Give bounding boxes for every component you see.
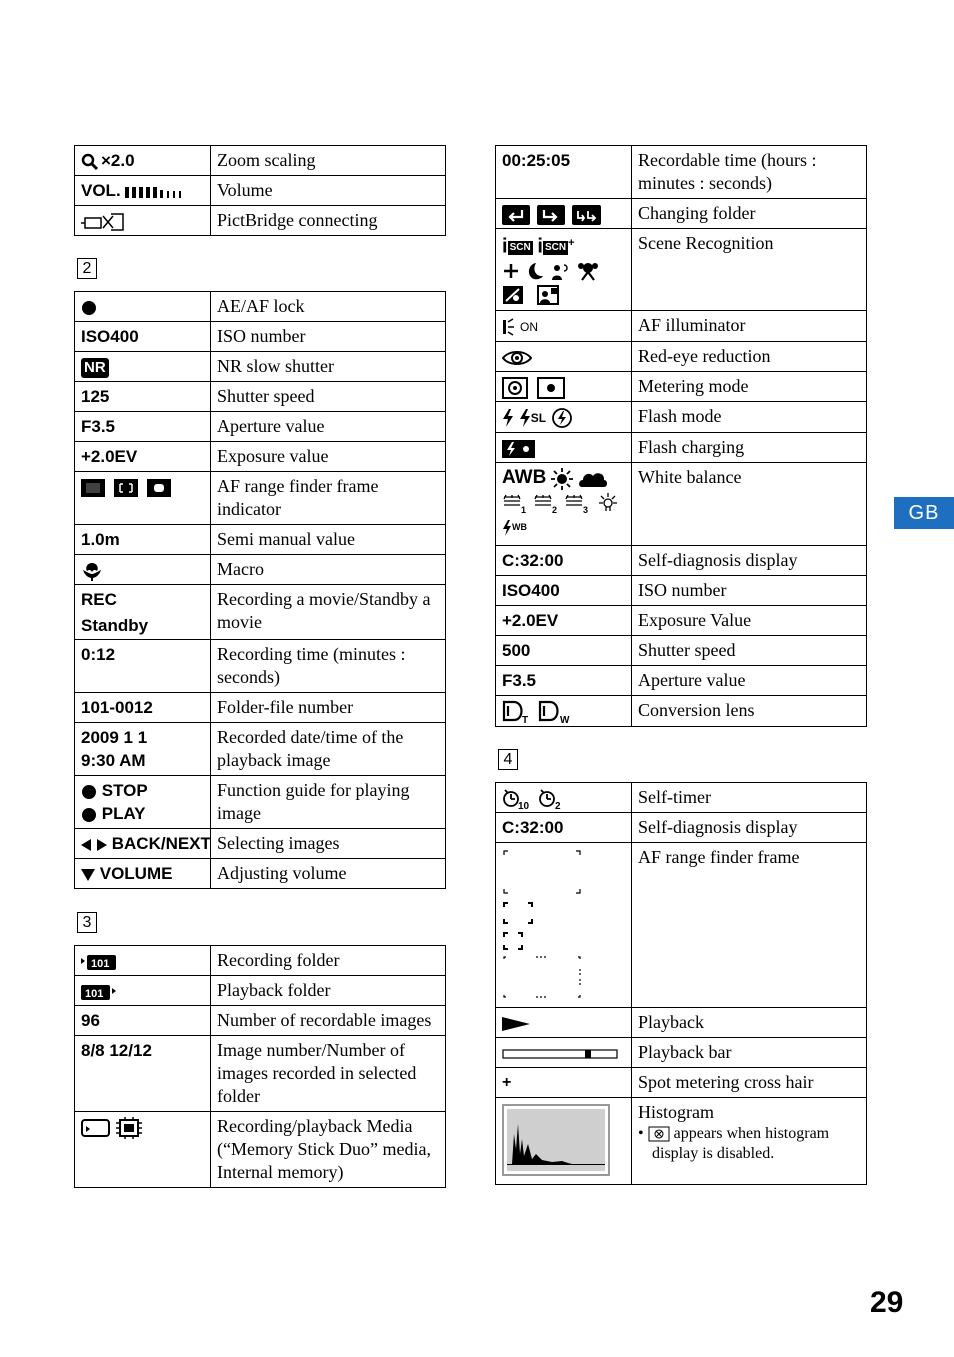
row-description: Red-eye reduction xyxy=(632,342,867,372)
table-row xyxy=(75,640,446,693)
row-description: Folder-file number xyxy=(211,693,446,723)
row-symbol: 00:25:05 xyxy=(496,146,632,199)
table-row xyxy=(496,311,867,342)
row-symbol: 96 xyxy=(75,1006,211,1036)
row-description: Flash charging xyxy=(632,433,867,463)
row-description: Self-timer xyxy=(632,783,867,813)
row-description: Changing folder xyxy=(632,199,867,229)
table-row xyxy=(75,776,446,829)
play-label: PLAY xyxy=(101,804,146,823)
table-row xyxy=(496,546,867,576)
playback-folder-icon xyxy=(81,983,117,1001)
row-description: Recording folder xyxy=(211,946,446,976)
table-row xyxy=(496,433,867,463)
flash-wb-icon xyxy=(502,519,532,537)
row-description: Function guide for playing image xyxy=(211,776,446,829)
row-description: Playback xyxy=(632,1008,867,1038)
row-description: Recording a movie/Standby a movie xyxy=(211,585,446,640)
pictbridge-icon xyxy=(81,212,125,232)
time-label: 9:30 AM xyxy=(81,751,146,770)
table-row xyxy=(75,322,446,352)
row-symbol: C:32:00 xyxy=(496,813,632,843)
row-description: Aperture value xyxy=(632,666,867,696)
zoom-value: ×2.0 xyxy=(101,151,135,170)
table-row xyxy=(496,696,867,727)
table-row xyxy=(496,666,867,696)
table-row xyxy=(75,472,446,525)
table-row xyxy=(75,292,446,322)
table-row xyxy=(496,1098,867,1185)
row-symbol: ISO400 xyxy=(75,322,211,352)
magnifier-icon xyxy=(81,153,101,171)
row-symbol: 8/8 12/12 xyxy=(75,1036,211,1112)
table-row xyxy=(496,606,867,636)
table-row xyxy=(496,463,867,546)
histogram-note-text: appears when histogram display is disabled. xyxy=(652,1125,830,1162)
section-number-2: 2 xyxy=(77,258,97,279)
table-row xyxy=(496,146,867,199)
table-row xyxy=(496,199,867,229)
row-description: Recording time (minutes : seconds) xyxy=(211,640,446,693)
svg-text:W: W xyxy=(560,714,570,724)
flash-charging-icon xyxy=(502,439,536,459)
table-row xyxy=(75,946,446,976)
row-symbol: +2.0EV xyxy=(496,606,632,636)
row-description: NR slow shutter xyxy=(211,352,446,382)
fluorescent-icons xyxy=(502,493,622,515)
down-triangle-icon xyxy=(81,869,95,881)
table-row xyxy=(496,636,867,666)
row-description: Macro xyxy=(211,555,446,585)
rec-label: REC xyxy=(81,590,117,609)
row-description: Adjusting volume xyxy=(211,859,446,889)
scn-badge: SCN xyxy=(509,242,531,254)
row-description: Histogram xyxy=(638,1102,714,1122)
playback-bar-icon xyxy=(502,1048,618,1060)
row-description: Number of recordable images xyxy=(211,1006,446,1036)
right-column xyxy=(495,145,867,727)
memory-stick-icon xyxy=(81,1118,111,1138)
row-description: Semi manual value xyxy=(211,525,446,555)
iscn-plus-icon: i xyxy=(537,235,543,258)
macro-flower-icon xyxy=(81,560,103,582)
row-description: ISO number xyxy=(211,322,446,352)
red-eye-icon xyxy=(502,349,532,367)
histogram-off-icon xyxy=(648,1126,670,1142)
table-row xyxy=(75,146,446,176)
iscn-icon: i xyxy=(502,235,508,258)
row-description: Scene Recognition xyxy=(632,229,867,311)
table-row xyxy=(75,412,446,442)
volume-control-label: VOLUME xyxy=(99,864,173,883)
table-row xyxy=(496,843,867,1008)
row-description: AE/AF lock xyxy=(211,292,446,322)
table-row xyxy=(75,1036,446,1112)
row-symbol: C:32:00 xyxy=(496,546,632,576)
flash-off-icon xyxy=(551,407,573,429)
row-symbol: F3.5 xyxy=(496,666,632,696)
table-row xyxy=(75,352,446,382)
svg-text:10: 10 xyxy=(518,800,530,810)
row-description: Playback bar xyxy=(632,1038,867,1068)
table-row xyxy=(496,1068,867,1098)
stop-label: STOP xyxy=(101,781,148,800)
section-2 xyxy=(74,291,446,889)
flash-slow-sync-icon xyxy=(519,409,531,427)
row-symbol: 0:12 xyxy=(75,640,211,693)
row-symbol: F3.5 xyxy=(75,412,211,442)
svg-text:101: 101 xyxy=(91,957,110,970)
table-row xyxy=(75,1006,446,1036)
scene-icons xyxy=(502,260,606,282)
language-tab: GB xyxy=(894,497,954,529)
flash-icon xyxy=(502,409,514,427)
section-4 xyxy=(495,782,867,1185)
af-on-label: ON xyxy=(520,320,538,334)
row-description: PictBridge connecting xyxy=(211,206,446,236)
row-description: Shutter speed xyxy=(632,636,867,666)
page-number: 29 xyxy=(870,1286,904,1319)
row-description: ISO number xyxy=(632,576,867,606)
svg-text:2: 2 xyxy=(552,505,558,516)
section-number-3: 3 xyxy=(77,912,97,933)
histogram-icon xyxy=(502,1104,610,1176)
row-symbol: 101-0012 xyxy=(75,693,211,723)
row-description: Self-diagnosis display xyxy=(632,546,867,576)
left-column xyxy=(74,145,446,236)
table-row xyxy=(496,372,867,402)
af-illuminator-icon xyxy=(502,318,520,336)
svg-text:T: T xyxy=(522,714,529,724)
table-row xyxy=(75,976,446,1006)
awb-label: AWB xyxy=(502,467,547,488)
row-description: Flash mode xyxy=(632,402,867,433)
row-symbol: +2.0EV xyxy=(75,442,211,472)
table-right-top xyxy=(495,145,867,727)
row-symbol: 1.0m xyxy=(75,525,211,555)
row-symbol: ISO400 xyxy=(496,576,632,606)
recording-folder-icon xyxy=(81,953,117,971)
svg-text:3: 3 xyxy=(583,505,589,516)
row-description: Recordable time (hours : minutes : seconds) xyxy=(632,146,867,199)
row-description: Self-diagnosis display xyxy=(632,813,867,843)
metering-mode-icons xyxy=(502,377,566,399)
table-section-2 xyxy=(74,291,446,889)
ae-af-lock-dot-icon xyxy=(81,300,97,316)
row-description: Recorded date/time of the playback image xyxy=(211,723,446,776)
row-description: Aperture value xyxy=(211,412,446,442)
row-description: Conversion lens xyxy=(632,696,867,727)
table-row xyxy=(75,585,446,640)
cloud-icon xyxy=(578,469,608,489)
row-description: Playback folder xyxy=(211,976,446,1006)
playback-triangle-icon xyxy=(502,1017,530,1031)
table-row xyxy=(496,1038,867,1068)
table-row xyxy=(496,1008,867,1038)
spot-metering-cross-icon: + xyxy=(496,1068,632,1098)
table-row xyxy=(75,555,446,585)
table-row xyxy=(496,576,867,606)
svg-text:WB: WB xyxy=(512,521,527,532)
table-row xyxy=(75,693,446,723)
section-number-4: 4 xyxy=(498,749,518,770)
date-label: 2009 1 1 xyxy=(81,728,148,747)
table-row xyxy=(75,206,446,236)
row-description: AF illuminator xyxy=(632,311,867,342)
table-left-top xyxy=(74,145,446,236)
table-row xyxy=(75,1112,446,1188)
row-description: Exposure Value xyxy=(632,606,867,636)
table-row xyxy=(496,783,867,813)
changing-folder-icons xyxy=(502,204,602,226)
section-3 xyxy=(74,945,446,1188)
flash-sl-label: SL xyxy=(530,411,547,425)
button-dot-icon xyxy=(81,784,97,800)
back-next-label: BACK/NEXT xyxy=(111,834,211,853)
af-range-frames-icon xyxy=(502,849,582,999)
table-row xyxy=(75,723,446,776)
table-row xyxy=(75,176,446,206)
volume-label: VOL. xyxy=(81,181,121,200)
left-right-arrows-icon xyxy=(81,839,107,851)
row-description: AF range finder frame indicator xyxy=(211,472,446,525)
row-symbol: 500 xyxy=(496,636,632,666)
svg-text:101: 101 xyxy=(85,987,104,1000)
standby-label: Standby xyxy=(81,616,149,635)
sun-icon xyxy=(551,468,573,490)
row-description: Spot metering cross hair xyxy=(632,1068,867,1098)
backlight-scene-icons xyxy=(502,284,562,306)
table-row: i SCN i SCN + Scene Recognition xyxy=(496,229,867,311)
table-section-3 xyxy=(74,945,446,1188)
row-description: Image number/Number of images recorded in selected folder xyxy=(211,1036,446,1112)
self-timer-icons xyxy=(502,788,566,810)
table-row xyxy=(75,382,446,412)
scn-badge: SCN xyxy=(544,242,567,254)
row-description: White balance xyxy=(632,463,867,546)
table-row xyxy=(75,525,446,555)
volume-bars-icon xyxy=(125,185,187,199)
af-frame-indicator-icons xyxy=(81,478,173,498)
table-row xyxy=(496,813,867,843)
conversion-lens-icons xyxy=(502,700,578,724)
histogram-note: • appears when histogram display is disabled. xyxy=(638,1125,830,1162)
row-description: Recording/playback Media (“Memory Stick Duo” media, Internal memory) xyxy=(211,1112,446,1188)
row-symbol: 125 xyxy=(75,382,211,412)
row-description: AF range finder frame xyxy=(632,843,867,1008)
table-row xyxy=(496,402,867,433)
table-row xyxy=(496,342,867,372)
row-description: Shutter speed xyxy=(211,382,446,412)
row-description: Volume xyxy=(211,176,446,206)
table-row xyxy=(75,442,446,472)
nr-icon: NR xyxy=(81,358,109,378)
internal-memory-icon xyxy=(116,1117,142,1139)
svg-text:1: 1 xyxy=(521,505,527,516)
table-row xyxy=(75,829,446,859)
button-dot-icon xyxy=(81,807,97,823)
table-row xyxy=(75,859,446,889)
row-description: Exposure value xyxy=(211,442,446,472)
row-description: Selecting images xyxy=(211,829,446,859)
svg-text:2: 2 xyxy=(555,800,561,810)
row-description: Zoom scaling xyxy=(211,146,446,176)
row-description: Metering mode xyxy=(632,372,867,402)
table-section-4 xyxy=(495,782,867,1185)
